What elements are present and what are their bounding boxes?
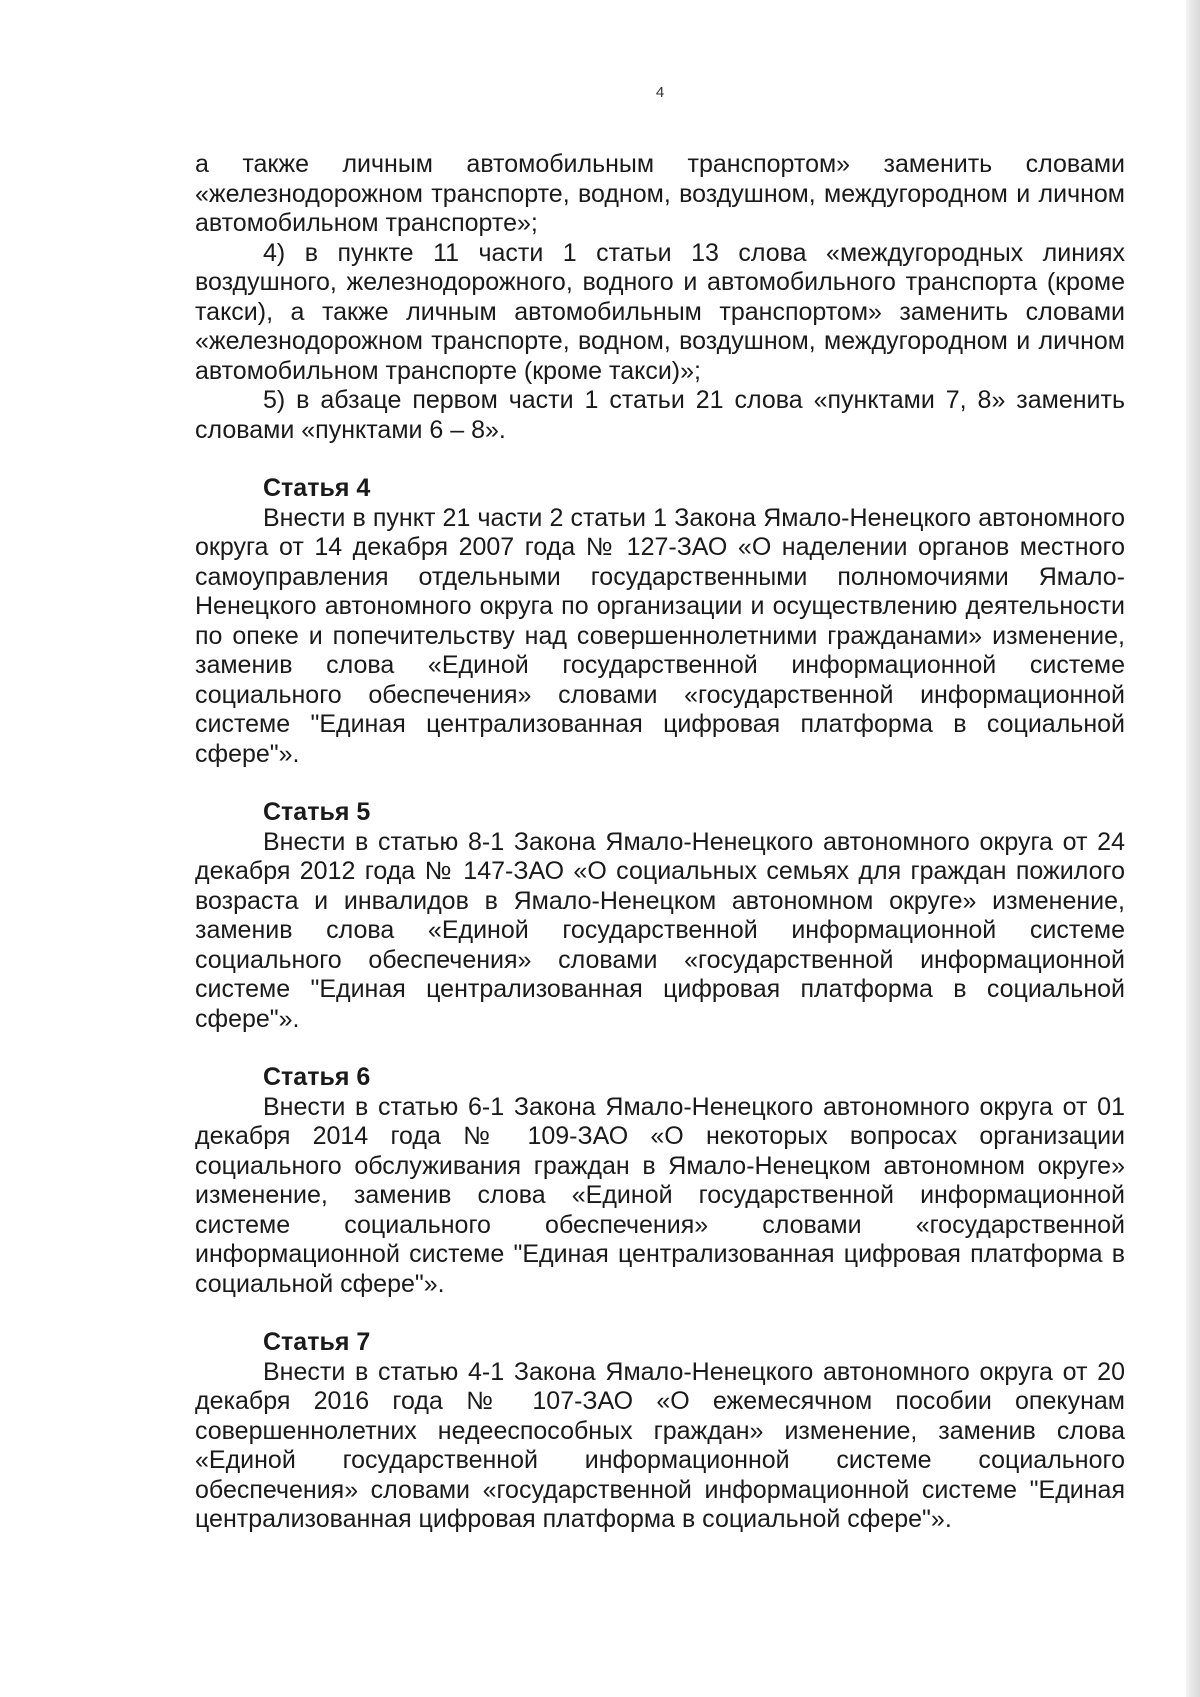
scan-edge-shadow [1186,0,1200,1697]
article-5-text: Внести в статью 8-1 Закона Ямало-Ненецкого автономного округа от 24 декабря 2012 года № 147-ЗАО «О социальных семьях для граждан пожилого возраста и инвалидов в Ямало-Ненецком автономном округе» изменение, заменив слова «Единой государственной информационной системе социального обеспечения» словами «государственной информационной системе "Единая централизованная цифровая платформа в социальной сфере"». [195,827,1125,1033]
article-6-heading: Статья 6 [263,1063,371,1091]
article-6-text: Внести в статью 6-1 Закона Ямало-Ненецкого автономного округа от 01 декабря 2014 года № 109-ЗАО «О некоторых вопросах организации социального обслуживания граждан в Ямало-Ненецком автономном округе» изменение, заменив слова «Единой государственной информационной системе социального обеспечения» словами «государственной информационной системе "Единая централизованная цифровая платформа в социальной сфере"». [195,1092,1125,1298]
page-number: 4 [655,84,665,101]
document-body [195,150,1125,1535]
article-7-text: Внести в статью 4-1 Закона Ямало-Ненецкого автономного округа от 20 декабря 2016 года № 107-ЗАО «О ежемесячном пособии опекунам совершеннолетних недееспособных граждан» изменение, заменив слова «Единой государственной информационной системе социального обеспечения» словами «государственной информационной системе "Единая централизованная цифровая платформа в социальной сфере"». [195,1357,1125,1533]
spacer [195,769,1125,798]
spacer [195,1299,1125,1328]
spacer [195,445,1125,474]
paragraph-item-4: 4) в пункте 11 части 1 статьи 13 слова «междугородных линиях воздушного, железнодорожного, водного и автомобильного транспорта (кроме такси), а также личным автомобильным транспортом» заменить словами «железнодорожном транспорте, водном, воздушном, междугородном и личном автомобильном транспорте (кроме такси)»; [195,238,1125,385]
article-7-heading: Статья 7 [263,1328,371,1356]
article-4-text: Внести в пункт 21 части 2 статьи 1 Закона Ямало-Ненецкого автономного округа от 14 декабря 2007 года № 127-ЗАО «О наделении органов местного самоуправления отдельными государственными полномочиями Ямало-Ненецкого автономного округа по организации и осуществлению деятельности по опеке и попечительству над совершеннолетними гражданами» изменение, заменив слова «Единой государственной информационной системе социального обеспечения» словами «государственной информационной системе "Единая централизованная цифровая платформа в социальной сфере"». [195,503,1125,768]
article-5-heading: Статья 5 [263,798,371,826]
paragraph-item-5: 5) в абзаце первом части 1 статьи 21 слова «пунктами 7, 8» заменить словами «пунктами 6 – 8». [195,386,1125,444]
paragraph-continuation: а также личным автомобильным транспортом» заменить словами «железнодорожном транспорте, водном, воздушном, междугородном и личном автомобильном транспорте»; [195,150,1125,237]
article-4-heading: Статья 4 [263,474,371,502]
spacer [195,1034,1125,1063]
